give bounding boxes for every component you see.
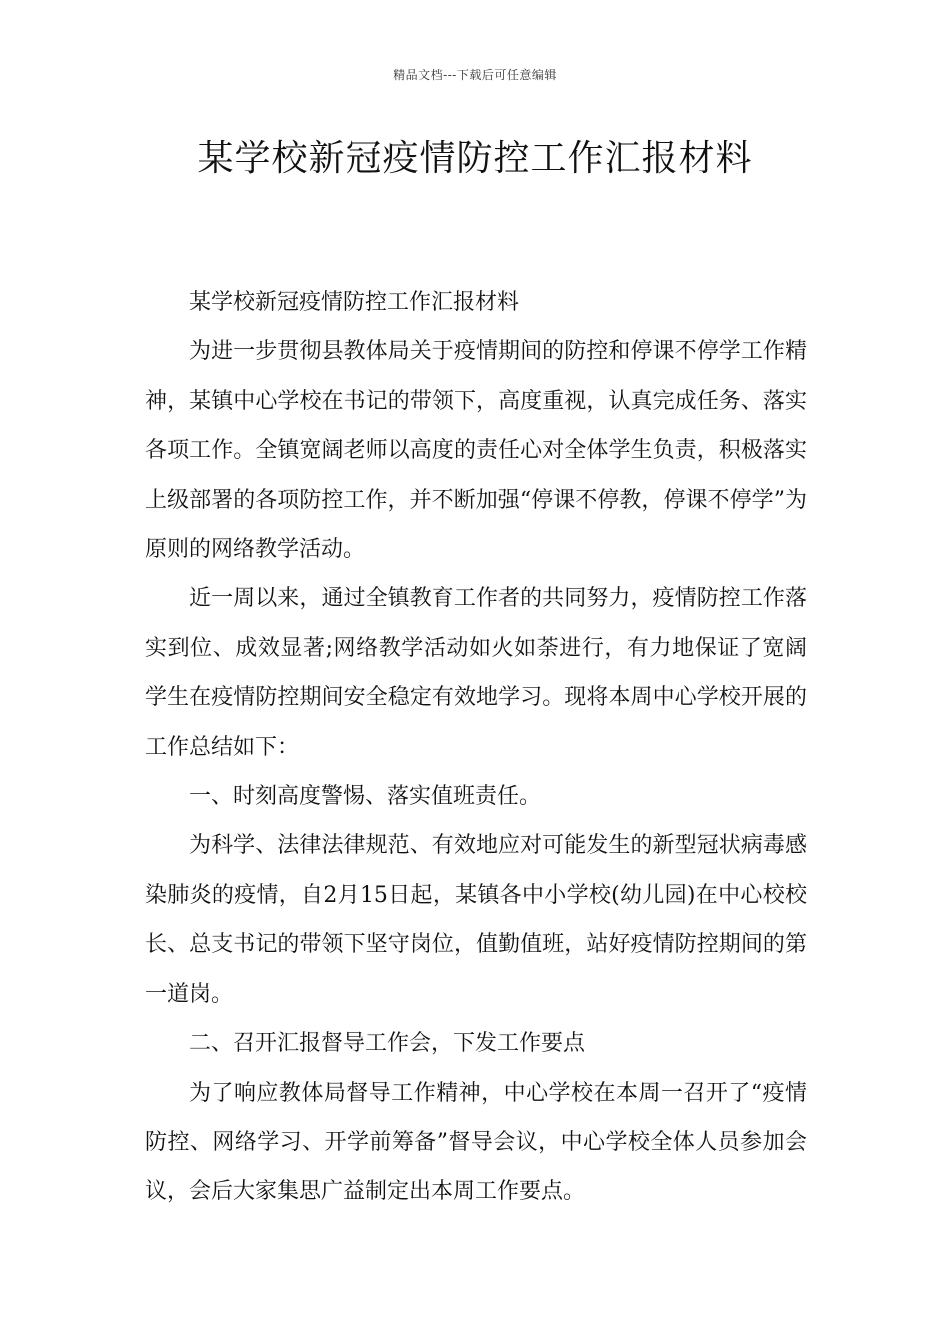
document-body (145, 278, 807, 1217)
paragraph-intro: 为进一步贯彻县教体局关于疫情期间的防控和停课不停学工作精神，某镇中心学校在书记的带领下，高度重视，认真完成任务、落实各项工作。全镇宽阔老师以高度的责任心对全体学生负责，积极落实上级部署的各项防控工作，并不断加强“停课不停教，停课不停学”为原则的网络教学活动。 (145, 339, 807, 563)
paragraph-section-1: 为科学、法律法律规范、有效地应对可能发生的新型冠状病毒感染肺炎的疫情，自2月15日起，某镇各中小学校(幼儿园)在中心校校长、总支书记的带领下坚守岗位，值勤值班，站好疫情防控期间的第一道岗。 (145, 833, 807, 1007)
paragraph-section-2: 为了响应教体局督导工作精神，中心学校在本周一召开了“疫情防控、网络学习、开学前筹备”督导会议，中心学校全体人员参加会议，会后大家集思广益制定出本周工作要点。 (145, 1080, 807, 1205)
section-heading-1: 一、时刻高度警惕、落实值班责任。 (189, 784, 542, 810)
paragraph-subtitle: 某学校新冠疫情防控工作汇报材料 (189, 290, 520, 315)
paragraph-summary: 近一周以来，通过全镇教育工作者的共同努力，疫情防控工作落实到位、成效显著;网络教学活动如火如荼进行，有力地保证了宽阔学生在疫情防控期间安全稳定有效地学习。现将本周中心学校开展的工作总结如下： (145, 586, 807, 760)
header-note: 精品文档---下载后可任意编辑 (393, 68, 557, 82)
section-heading-2: 二、召开汇报督导工作会，下发工作要点 (189, 1031, 586, 1057)
document-title: 某学校新冠疫情防控工作汇报材料 (197, 138, 753, 179)
